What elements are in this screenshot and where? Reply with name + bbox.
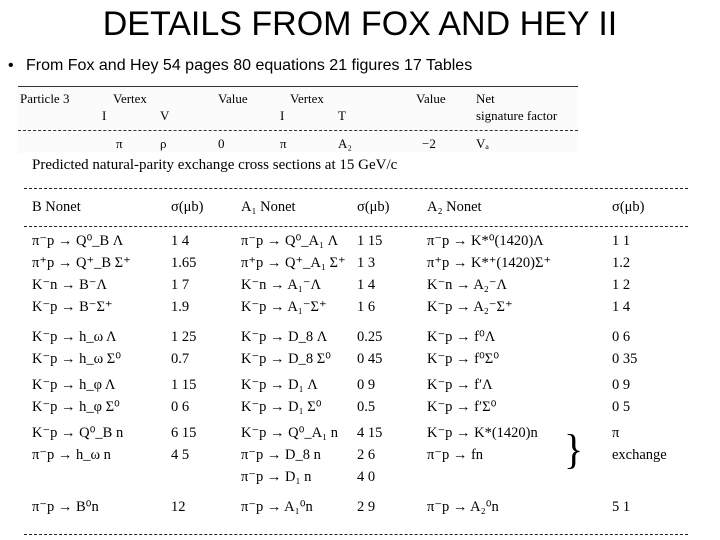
table-cell: 1 4 <box>612 299 631 315</box>
upper-header-value-1: Value <box>218 91 248 106</box>
bullet-symbol: • <box>8 57 14 74</box>
table-cell: 0.5 <box>357 399 376 415</box>
table-cell: 4 5 <box>171 447 190 463</box>
table-cell: π <box>612 425 620 441</box>
table-caption: Predicted natural-parity exchange cross sections at 15 GeV/c <box>32 157 398 173</box>
table-cell: K⁻n → A₁⁻Λ <box>241 277 322 293</box>
table-cell: 1.65 <box>171 255 197 271</box>
slide-title: DETAILS FROM FOX AND HEY II <box>102 5 618 43</box>
upper-header-particle: Particle 3 <box>20 91 70 106</box>
table-cell: 2 6 <box>357 447 376 463</box>
table-cell: 12 <box>171 499 186 515</box>
table-row <box>24 468 688 490</box>
table-cell: K⁻n → A₂⁻Λ <box>427 277 508 293</box>
table-row <box>24 376 688 398</box>
table-cell: K⁻p → B⁻Σ⁺ <box>32 299 113 315</box>
table-row <box>24 328 688 350</box>
table-cell: 1 2 <box>612 277 631 293</box>
header-a1-nonet: A₁ Nonet <box>241 199 296 215</box>
table-cell: 0.7 <box>171 351 190 367</box>
table-cell: 0 9 <box>612 377 631 393</box>
table-row <box>24 446 688 468</box>
table-cell: K⁻p → A₂⁻Σ⁺ <box>427 299 513 315</box>
upper-header-value-2: Value <box>416 91 446 106</box>
table-cell: 5 1 <box>612 499 631 515</box>
table-row <box>24 254 688 276</box>
brace-symbol: } <box>564 425 584 474</box>
table-cell: K⁻p → D_8 Λ <box>241 329 328 345</box>
table-cell: π⁺p → Q⁺_B Σ⁺ <box>32 255 131 271</box>
table-cell: 1 1 <box>612 233 631 249</box>
upper-sub-t: T <box>338 108 346 123</box>
upper-cell-va: Vₐ <box>476 136 489 151</box>
table-cell: 6 15 <box>171 425 197 441</box>
upper-sub-i-1: I <box>102 108 107 123</box>
table-cell: K⁻p → f⁰Σ⁰ <box>427 351 500 367</box>
bullet-line <box>8 56 472 76</box>
upper-cell-pi-2: π <box>280 136 287 151</box>
table-row <box>24 276 688 298</box>
table-cell: π⁻p → K*⁰(1420)Λ <box>427 233 544 249</box>
table-cell: π⁻p → B⁰n <box>32 499 99 515</box>
table-cell: 1 15 <box>171 377 197 393</box>
upper-sub-signature: signature factor <box>476 108 558 123</box>
table-row <box>24 232 688 254</box>
table-cell: K⁻p → h_φ Σ⁰ <box>32 399 120 415</box>
upper-sub-v: V <box>160 108 170 123</box>
table-row <box>24 398 688 420</box>
table-cell: K⁻p → Q⁰_A₁ n <box>241 425 339 441</box>
table-cell: 4 0 <box>357 469 376 485</box>
table-header-row <box>24 198 688 220</box>
table-cell: π⁻p → h_ω n <box>32 447 111 463</box>
upper-sub-i-2: I <box>280 108 285 123</box>
upper-table-fragment <box>18 84 578 154</box>
table-cell: 1 4 <box>171 233 190 249</box>
table-cell: 1 7 <box>171 277 190 293</box>
header-sigma-1: σ(μb) <box>171 199 204 215</box>
table-cell: K⁻p → Q⁰_B n <box>32 425 124 441</box>
table-cell: K⁻p → f′Σ⁰ <box>427 399 497 415</box>
table-cell: 0 6 <box>612 329 631 345</box>
header-sigma-3: σ(μb) <box>612 199 645 215</box>
table-cell: K⁻p → D_8 Σ⁰ <box>241 351 331 367</box>
table-cell: π⁻p → A₂⁰n <box>427 499 499 515</box>
table-cell: 0.25 <box>357 329 383 345</box>
table-cell: K⁻n → B⁻Λ <box>32 277 107 293</box>
table-cell: 0 6 <box>171 399 190 415</box>
table-cell: K⁻p → h_ω Λ <box>32 329 117 345</box>
table-cell: K⁻p → h_φ Λ <box>32 377 116 393</box>
table-row <box>24 424 688 446</box>
table-cell: K⁻p → K*(1420)n <box>427 425 538 441</box>
table-cell: K⁻p → f⁰Λ <box>427 329 496 345</box>
table-cell: 1 4 <box>357 277 376 293</box>
table-row <box>24 498 688 520</box>
table-cell: 1 3 <box>357 255 376 271</box>
upper-cell-minus2: −2 <box>422 136 436 151</box>
upper-header-vertex-2: Vertex <box>290 91 324 106</box>
table-cell: π⁻p → D₁ n <box>241 469 312 485</box>
table-cell: K⁻p → h_ω Σ⁰ <box>32 351 122 367</box>
header-b-nonet: B Nonet <box>32 199 81 215</box>
upper-cell-rho: ρ <box>160 136 167 151</box>
table-cell: π⁻p → A₁⁰n <box>241 499 313 515</box>
table-cell: 0 45 <box>357 351 383 367</box>
table-cell: K⁻p → D₁ Σ⁰ <box>241 399 322 415</box>
header-a2-nonet: A₂ Nonet <box>427 199 482 215</box>
table-cell: π⁻p → Q⁰_B Λ <box>32 233 124 249</box>
table-cell: 2 9 <box>357 499 376 515</box>
table-cell: 1 25 <box>171 329 197 345</box>
upper-header-vertex-1: Vertex <box>113 91 147 106</box>
table-cell: K⁻p → A₁⁻Σ⁺ <box>241 299 327 315</box>
table-cell: 1.9 <box>171 299 190 315</box>
table-row <box>24 298 688 320</box>
table-cell: 4 15 <box>357 425 383 441</box>
table-cell: π⁺p → Q⁺_A₁ Σ⁺ <box>241 255 346 271</box>
table-cell: 1.2 <box>612 255 631 271</box>
header-sigma-2: σ(μb) <box>357 199 390 215</box>
table-cell: 1 6 <box>357 299 376 315</box>
table-cell: exchange <box>612 447 667 463</box>
upper-cell-zero: 0 <box>218 136 225 151</box>
table-cell: π⁻p → fn <box>427 447 484 463</box>
table-cell: π⁻p → Q⁰_A₁ Λ <box>241 233 339 249</box>
table-cell: π⁺p → K*⁺(1420)Σ⁺ <box>427 255 552 271</box>
upper-cell-pi: π <box>116 136 123 151</box>
table-cell: 0 35 <box>612 351 638 367</box>
table-cell: 0 5 <box>612 399 631 415</box>
table-cell: 0 9 <box>357 377 376 393</box>
upper-header-net: Net <box>476 91 495 106</box>
cross-section-table <box>24 152 688 540</box>
table-cell: π⁻p → D_8 n <box>241 447 321 463</box>
table-row <box>24 350 688 372</box>
table-cell: K⁻p → f′Λ <box>427 377 493 393</box>
table-cell: 1 15 <box>357 233 383 249</box>
table-cell: K⁻p → D₁ Λ <box>241 377 318 393</box>
upper-cell-a2: A₂ <box>338 136 352 151</box>
bullet-text: From Fox and Hey 54 pages 80 equations 21 figures 17 Tables <box>26 57 473 74</box>
